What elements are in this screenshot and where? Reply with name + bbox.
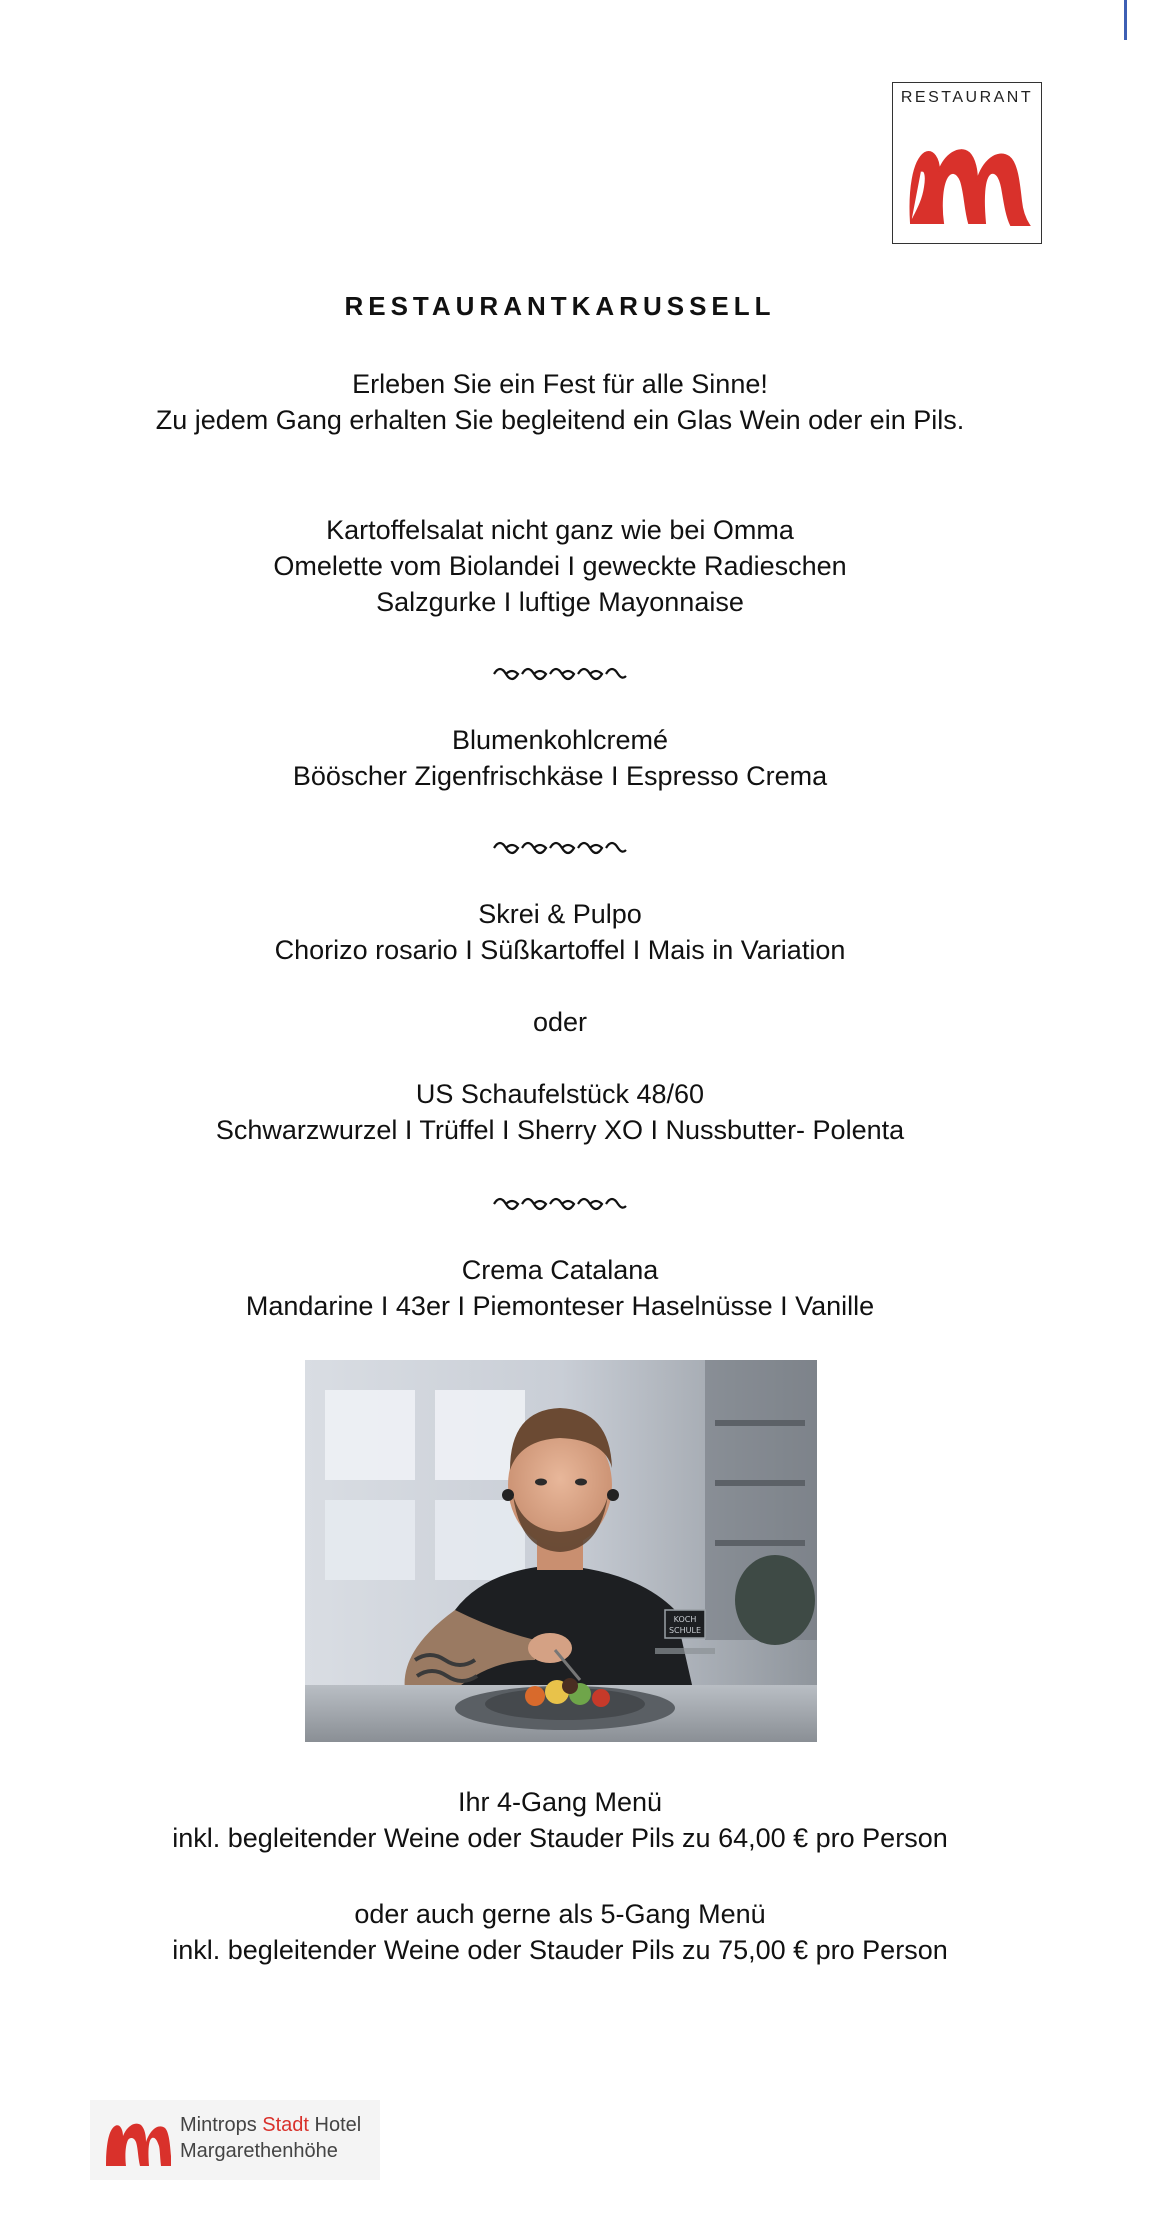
ornament-icon [490,836,630,856]
jacket-label-1: KOCH [673,1615,697,1624]
course4-line-1: Crema Catalana [461,1255,659,1285]
hotel-logo [90,2100,380,2180]
hotel-name-line-1 [180,2114,361,2137]
menu4-price: inkl. begleitender Weine oder Stauder Pils zu 64,00 € pro Person [172,1823,948,1853]
course3b-line-1: US Schaufelstück 48/60 [415,1079,705,1109]
course1-line-2: Omelette vom Biolandei I geweckte Radieschen [273,551,847,581]
course3a-line-1: Skrei & Pulpo [478,899,642,929]
intro-line-1: Erleben Sie ein Fest für alle Sinne! [352,369,768,399]
menu-title: RESTAURANTKARUSSELL [344,291,776,321]
course2-line-2: Bööscher Zigenfrischkäse I Espresso Crema [292,761,828,791]
course2-line-1: Blumenkohlcremé [451,725,669,755]
ornament-divider [0,836,1120,856]
hotel-name-line-2: Margarethenhöhe [180,2140,338,2162]
logo-label: RESTAURANT [900,89,1034,106]
menu5-price: inkl. begleitender Weine oder Stauder Pils zu 75,00 € pro Person [172,1935,948,1965]
menu4-title: Ihr 4-Gang Menü [457,1787,663,1817]
hotel-name-word-1: Mintrops [180,2114,257,2136]
restaurant-logo [892,82,1042,244]
hotel-name-word-3: Hotel [314,2114,362,2136]
course1-line-3: Salzgurke I luftige Mayonnaise [376,587,744,617]
course1-line-1: Kartoffelsalat nicht ganz wie bei Omma [326,515,794,545]
ornament-divider [0,662,1120,682]
ornament-icon [490,1192,630,1212]
course4-line-2: Mandarine I 43er I Piemonteser Haselnüsse I Vanille [245,1291,875,1321]
ornament-divider [0,1192,1120,1212]
course3b-line-2: Schwarzwurzel I Trüffel I Sherry XO I Nussbutter- Polenta [215,1115,905,1145]
ornament-icon [490,662,630,682]
intro-line-2: Zu jedem Gang erhalten Sie begleitend ein Glas Wein oder ein Pils. [155,405,965,435]
or-label: oder [532,1007,588,1037]
hotel-m-logo-icon [102,2112,172,2172]
menu5-title: oder auch gerne als 5-Gang Menü [354,1899,766,1929]
page-edge-marker [1124,0,1127,40]
jacket-label-2: SCHULE [668,1626,702,1635]
m-logo-icon [903,131,1033,231]
chef-photo [305,1360,817,1742]
course3a-line-2: Chorizo rosario I Süßkartoffel I Mais in Variation [274,935,846,965]
hotel-name-word-2: Stadt [262,2114,309,2136]
chef-photo-illustration [305,1360,817,1742]
